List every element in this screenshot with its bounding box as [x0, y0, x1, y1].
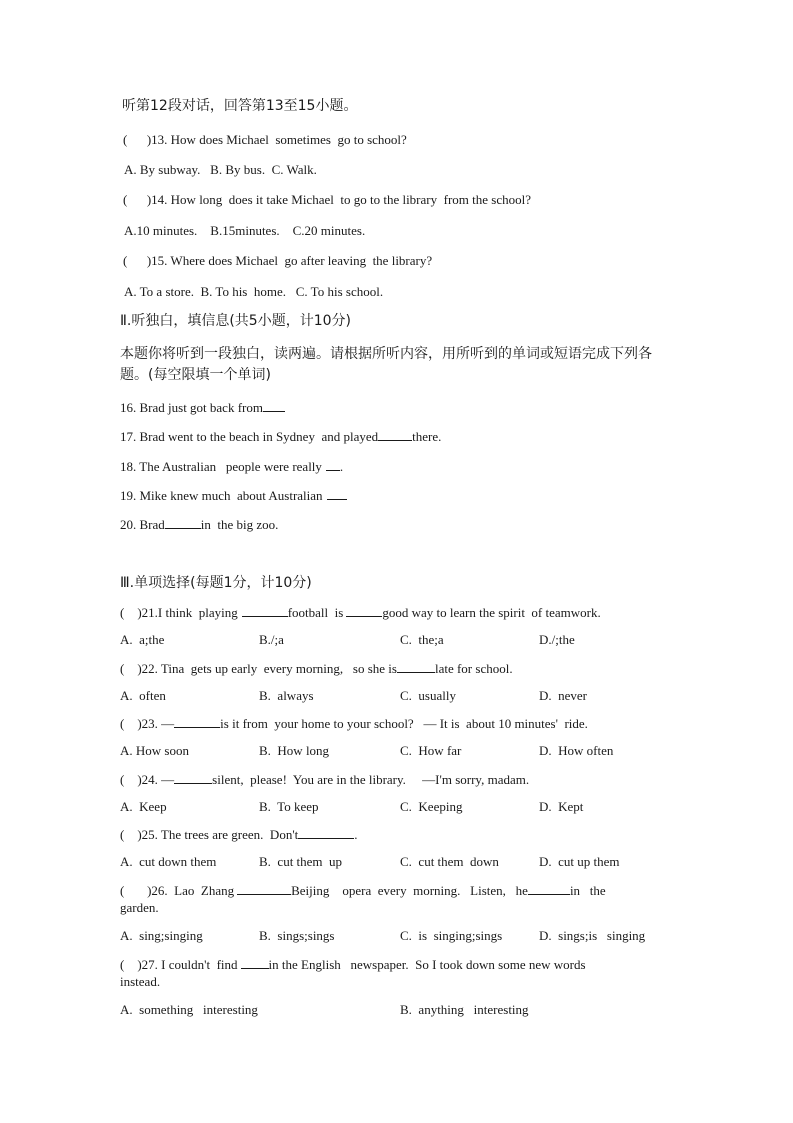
- option-26-d: D. sings;is singing: [539, 928, 646, 943]
- fill-blank-16[interactable]: [263, 399, 285, 412]
- fill-blank-19[interactable]: [327, 487, 347, 500]
- question-24-text-2: silent, please! You are in the library. —I'm sorry, madam.: [212, 772, 530, 787]
- question-14: [123, 192, 531, 208]
- option-23-c: C. How far: [400, 743, 462, 758]
- question-24-text: 24. —: [141, 772, 175, 787]
- question-15-options: A. To a store. B. To his home. C. To his school.: [124, 284, 384, 299]
- option-22-a: A. often: [120, 688, 166, 703]
- answer-blank-26[interactable]: ( ): [120, 883, 152, 898]
- question-26-text: 26. Lao Zhang: [151, 883, 235, 898]
- fill-item-18-tail: .: [339, 459, 344, 474]
- question-25-text-2: .: [354, 827, 358, 842]
- option-26-c: C. is singing;sings: [400, 928, 503, 943]
- question-25-text: 25. The trees are green. Don't: [141, 827, 299, 842]
- option-21-d: D./;the: [539, 632, 575, 647]
- option-22-d: D. never: [539, 688, 588, 703]
- fill-item-20-text: 20. Brad: [120, 517, 165, 532]
- fill-blank-18[interactable]: [326, 458, 340, 471]
- question-27: [120, 956, 586, 973]
- option-23-a: A. How soon: [120, 743, 189, 758]
- question-26-blank-2: [528, 882, 570, 895]
- fill-blank-20[interactable]: [165, 516, 201, 529]
- option-21-a: A. a;the: [120, 632, 165, 647]
- question-22-text: 22. Tina gets up early every morning, so she is: [141, 661, 397, 676]
- question-22: [120, 660, 513, 677]
- answer-blank-27[interactable]: ( ): [120, 957, 142, 972]
- question-27-line2: instead.: [120, 974, 161, 989]
- question-26-text-3: in the: [569, 883, 606, 898]
- question-26-line2: garden.: [120, 900, 159, 915]
- fill-item-16: [120, 399, 285, 416]
- question-13-text: 13. How does Michael sometimes go to school?: [151, 132, 407, 147]
- fill-item-19: [120, 487, 347, 504]
- question-23-blank: [174, 715, 220, 728]
- section-3-heading: Ⅲ.单项选择(每题1分，计10分): [120, 575, 312, 591]
- question-14-text: 14. How long does it take Michael to go to the library from the school?: [151, 192, 531, 207]
- option-27-a: A. something interesting: [120, 1002, 258, 1017]
- option-26-a: A. sing;singing: [120, 928, 203, 943]
- answer-blank-13[interactable]: ( ): [123, 132, 152, 147]
- fill-item-20-tail: in the big zoo.: [200, 517, 279, 532]
- option-27-b: B. anything interesting: [400, 1002, 529, 1017]
- question-21-blank-1: [242, 604, 288, 617]
- fill-item-19-text: 19. Mike knew much about Australian: [120, 488, 323, 503]
- option-22-c: C. usually: [400, 688, 456, 703]
- fill-item-16-text: 16. Brad just got back from: [120, 400, 263, 415]
- question-23: [120, 715, 588, 732]
- question-27-text-2: in the English newspaper. So I took down some new words: [268, 957, 586, 972]
- question-13-options: A. By subway. B. By bus. C. Walk.: [124, 162, 317, 177]
- option-23-b: B. How long: [259, 743, 330, 758]
- question-26-blank-1: [237, 882, 291, 895]
- option-21-c: C. the;a: [400, 632, 444, 647]
- question-23-text: 23. —: [141, 716, 175, 731]
- question-23-text-2: is it from your home to your school? — It is about 10 minutes' ride.: [220, 716, 588, 731]
- question-24-blank: [174, 771, 212, 784]
- answer-blank-24[interactable]: ( ): [120, 772, 142, 787]
- fill-item-18: [120, 458, 343, 475]
- answer-blank-21[interactable]: ( ): [120, 605, 142, 620]
- fill-item-17: [120, 428, 441, 445]
- question-26-text-2: Beijing opera every morning. Listen, he: [291, 883, 528, 898]
- option-21-b: B./;a: [259, 632, 284, 647]
- question-21: [120, 604, 601, 621]
- question-25-blank: [298, 826, 354, 839]
- answer-blank-22[interactable]: ( ): [120, 661, 142, 676]
- question-22-text-2: late for school.: [434, 661, 513, 676]
- question-15: [123, 253, 432, 269]
- option-23-d: D. How often: [539, 743, 614, 758]
- fill-item-17-tail: there.: [412, 429, 442, 444]
- section-2-heading: Ⅱ.听独白，填信息(共5小题，计10分): [120, 313, 351, 329]
- answer-blank-23[interactable]: ( ): [120, 716, 142, 731]
- question-24: [120, 771, 529, 788]
- answer-blank-14[interactable]: ( ): [123, 192, 152, 207]
- section-2-instructions: 本题你将听到一段独白，读两遍。请根据所听内容，用所听到的单词或短语完成下列各题。(每空限填一个单词): [120, 346, 652, 383]
- fill-item-18-text: 18. The Australian people were really: [120, 459, 322, 474]
- section-heading-listening-12: 听第12段对话，回答第13至15小题。: [122, 98, 358, 114]
- question-21-text-3: good way to learn the spirit of teamwork.: [382, 605, 601, 620]
- question-21-text-2: football is: [287, 605, 344, 620]
- question-27-text: 27. I couldn't find: [141, 957, 238, 972]
- option-24-a: A. Keep: [120, 799, 167, 814]
- answer-blank-25[interactable]: ( ): [120, 827, 142, 842]
- option-25-b: B. cut them up: [259, 854, 343, 869]
- question-21-text: 21.I think playing: [141, 605, 238, 620]
- question-27-blank: [241, 956, 269, 969]
- answer-blank-15[interactable]: ( ): [123, 253, 152, 268]
- option-22-b: B. always: [259, 688, 314, 703]
- fill-item-20: [120, 516, 278, 533]
- option-26-b: B. sings;sings: [259, 928, 335, 943]
- option-25-d: D. cut up them: [539, 854, 620, 869]
- fill-item-17-text: 17. Brad went to the beach in Sydney and played: [120, 429, 379, 444]
- option-25-c: C. cut them down: [400, 854, 499, 869]
- option-24-d: D. Kept: [539, 799, 584, 814]
- option-24-c: C. Keeping: [400, 799, 463, 814]
- question-14-options: A.10 minutes. B.15minutes. C.20 minutes.: [124, 223, 366, 238]
- question-15-text: 15. Where does Michael go after leaving the library?: [151, 253, 433, 268]
- question-13: [123, 132, 407, 148]
- question-26: [120, 882, 606, 899]
- option-25-a: A. cut down them: [120, 854, 217, 869]
- question-22-blank: [397, 660, 435, 673]
- question-21-blank-2: [346, 604, 382, 617]
- option-24-b: B. To keep: [259, 799, 319, 814]
- fill-blank-17[interactable]: [378, 428, 412, 441]
- question-25: [120, 826, 358, 843]
